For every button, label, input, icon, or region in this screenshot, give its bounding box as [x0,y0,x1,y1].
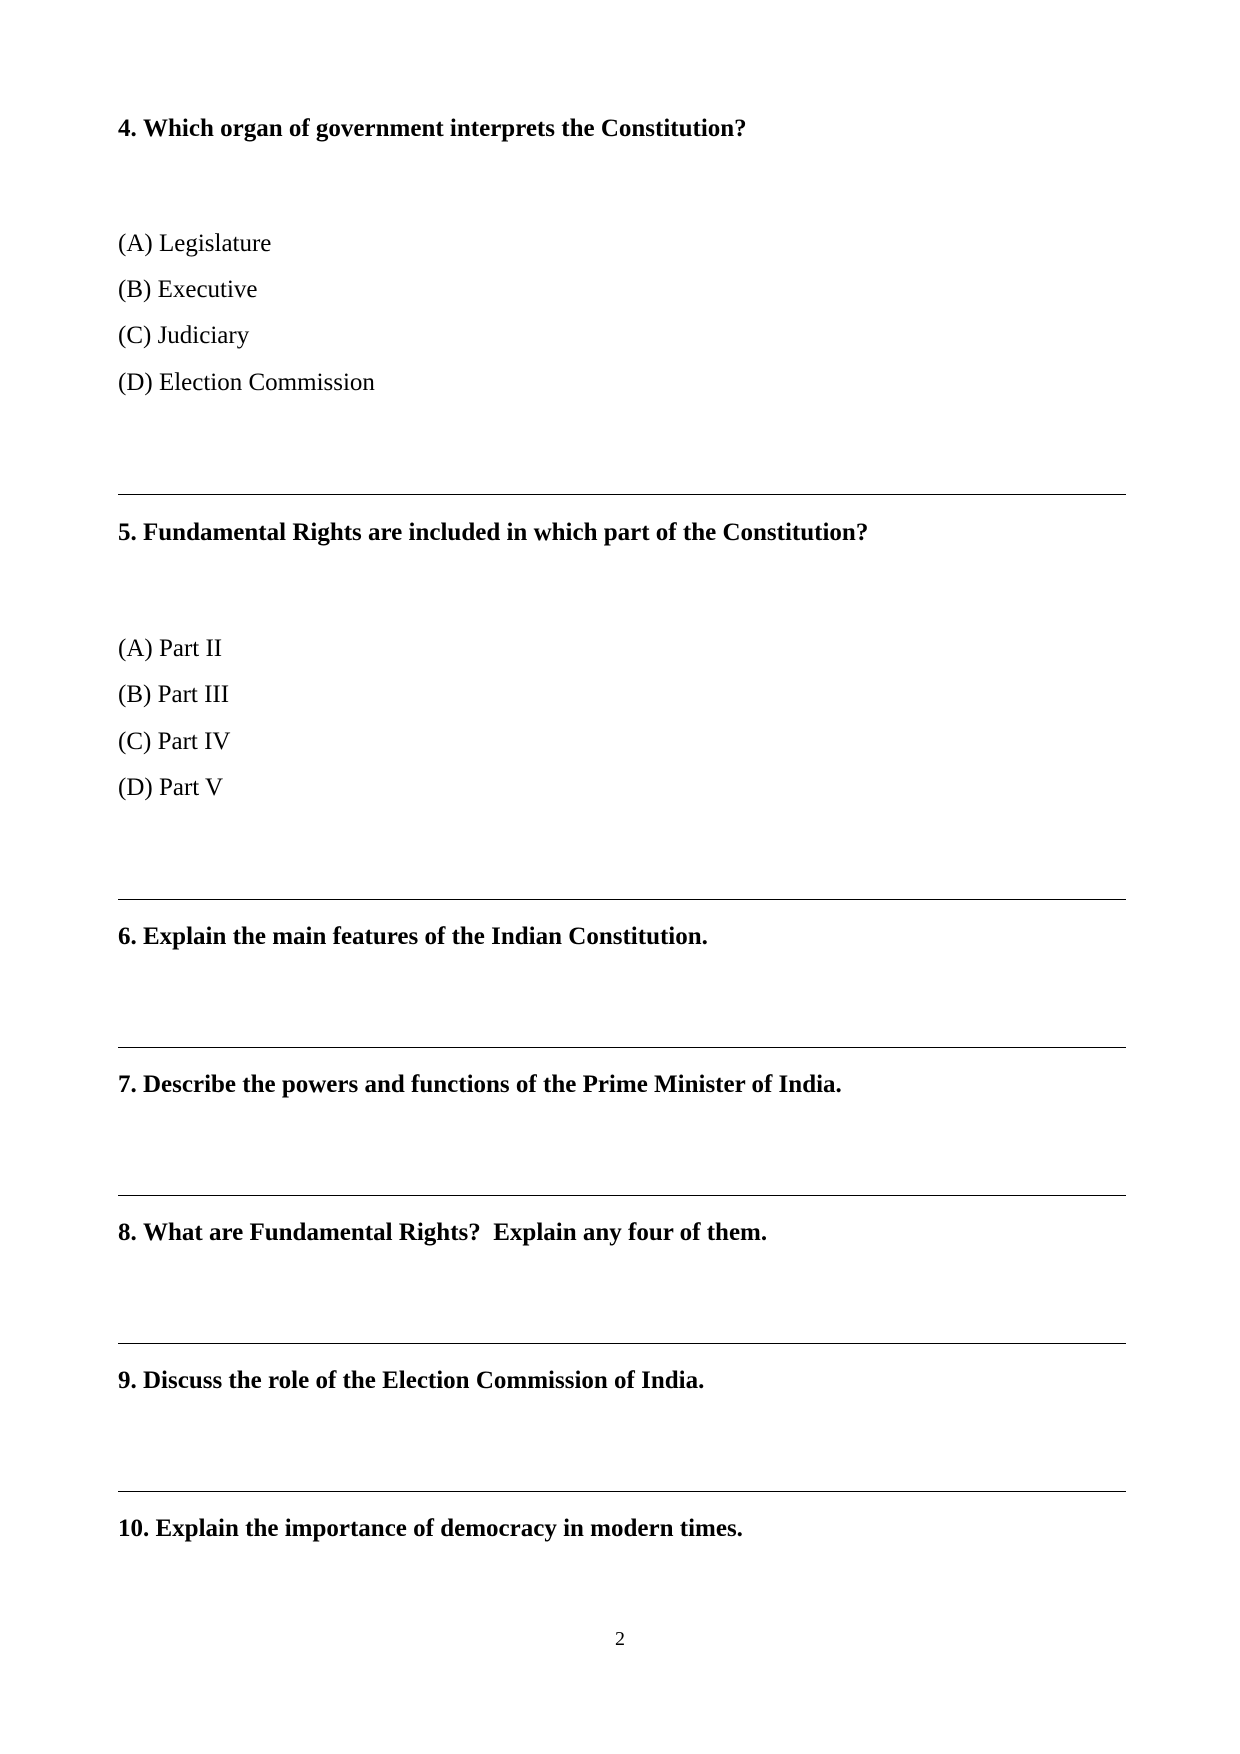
question-number: 7. [118,1071,137,1098]
question-text: Explain the importance of democracy in modern times. [155,1515,743,1542]
divider-line [118,1195,1126,1196]
option-c: (C) Part IV [118,728,231,755]
question-text: What are Fundamental Rights? Explain any four of them. [143,1219,768,1246]
question-4 [118,114,747,144]
question-7 [118,1070,842,1100]
option-c: (C) Judiciary [118,322,250,349]
question-text: Which organ of government interprets the Constitution? [143,115,747,142]
question-text: Explain the main features of the Indian Constitution. [143,923,708,950]
question-number: 5. [118,519,137,546]
option-b: (B) Executive [118,276,258,303]
question-6 [118,922,708,952]
question-text: Describe the powers and functions of the Prime Minister of India. [143,1071,842,1098]
question-text: Discuss the role of the Election Commission of India. [143,1367,705,1394]
question-number: 8. [118,1219,137,1246]
divider-line [118,1491,1126,1492]
divider-line [118,1047,1126,1048]
question-number: 9. [118,1367,137,1394]
question-10 [118,1514,743,1544]
option-a: (A) Part II [118,635,223,662]
question-text: Fundamental Rights are included in which part of the Constitution? [143,519,869,546]
option-b: (B) Part III [118,681,230,708]
question-8 [118,1218,767,1248]
option-d: (D) Part V [118,774,224,801]
question-number: 4. [118,115,137,142]
question-9 [118,1366,704,1396]
question-5 [118,518,868,548]
question-number: 6. [118,923,137,950]
divider-line [118,494,1126,495]
page-number: 2 [615,1628,625,1650]
question-number: 10. [118,1515,150,1542]
divider-line [118,899,1126,900]
option-d: (D) Election Commission [118,369,375,396]
option-a: (A) Legislature [118,230,272,257]
divider-line [118,1343,1126,1344]
